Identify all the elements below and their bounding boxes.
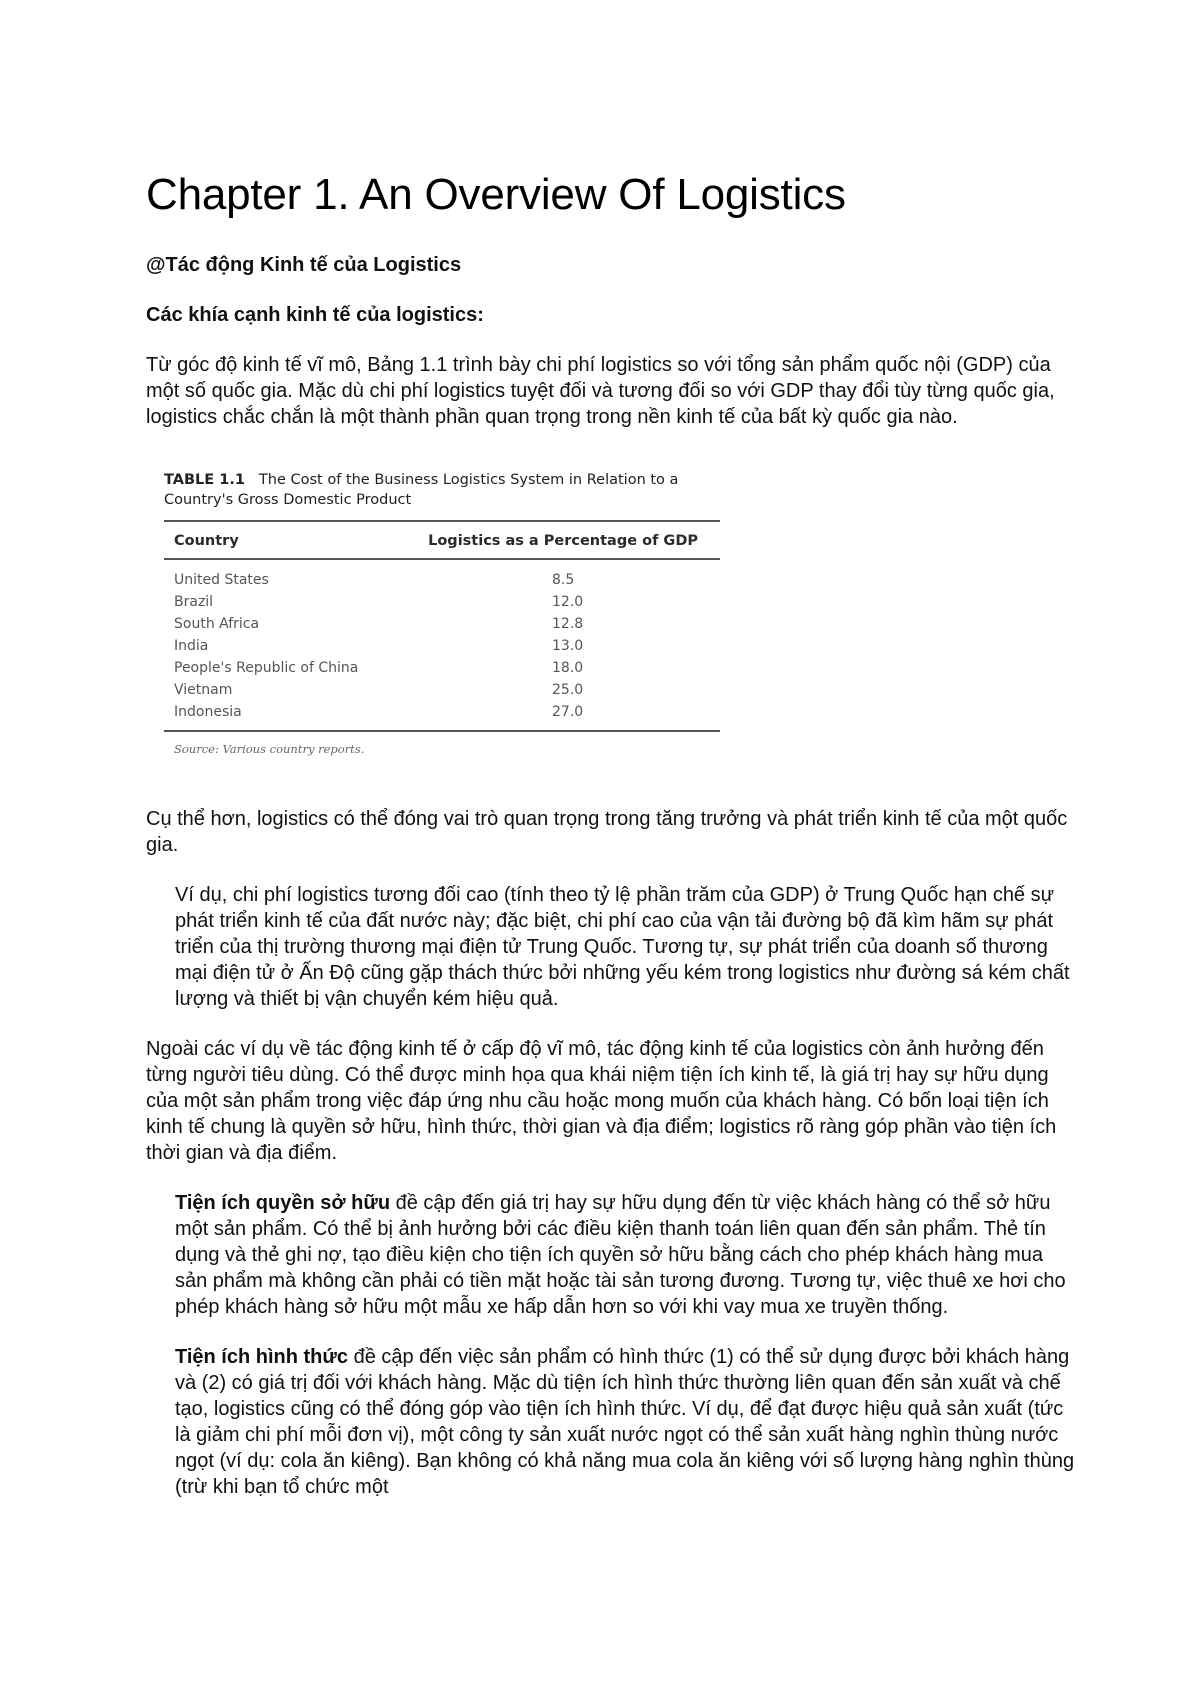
term-possession-utility: Tiện ích quyền sở hữu — [175, 1192, 391, 1214]
table-label: TABLE 1.1 — [164, 472, 245, 488]
table-cell-country: People's Republic of China — [174, 660, 359, 676]
table-cell-country: India — [174, 638, 209, 654]
table-header-rule — [164, 558, 720, 560]
term-form-utility: Tiện ích hình thức — [175, 1346, 349, 1368]
possession-utility-text: đề cập đến giá trị hay sự hữu dụng đến từ việc khách hàng có thể sở hữu một sản phẩm. Có thể bị ảnh hưởng bởi các điều kiện thanh toán liên quan đến sản phẩm. Thẻ tín dụng và thẻ ghi nợ, tạo điều kiện cho tiện ích quyền sở hữu bằng cách cho phép khách hàng mua sản phẩm mà không cần phải có tiền mặt hoặc tài sản tương đương. Tương tự, việc thuê xe hơi cho phép khách hàng sở hữu một mẫu xe hấp dẫn hơn so với khi vay mua xe truyền thống. — [175, 1192, 1066, 1318]
paragraph-economic-utility: Ngoài các ví dụ về tác động kinh tế ở cấp độ vĩ mô, tác động kinh tế của logistics còn ảnh hưởng đến từng người tiêu dùng. Có thể được minh họa qua khái niệm tiện ích kinh tế, là giá trị hay sự hữu dụng của một sản phẩm trong việc đáp ứng nhu cầu hoặc mong muốn của khách hàng. Có bốn loại tiện ích kinh tế chung là quyền sở hữu, hình thức, thời gian và địa điểm; logistics rõ ràng góp phần vào tiện ích thời gian và địa điểm. — [146, 1038, 1057, 1164]
paragraph-possession-utility — [146, 1190, 1076, 1320]
table-header-country: Country — [174, 533, 239, 549]
table-top-rule — [164, 520, 720, 522]
chapter-title: Chapter 1. An Overview Of Logistics — [146, 170, 846, 219]
table-source-note: Source: Various country reports. — [174, 742, 365, 756]
section-heading: @Tác động Kinh tế của Logistics — [146, 254, 462, 276]
table-header-percentage: Logistics as a Percentage of GDP — [428, 533, 698, 549]
paragraph-growth: Cụ thể hơn, logistics có thể đóng vai trò quan trọng trong tăng trưởng và phát triển kinh tế của một quốc gia. — [146, 808, 1068, 856]
paragraph-intro: Từ góc độ kinh tế vĩ mô, Bảng 1.1 trình bày chi phí logistics so với tổng sản phẩm quốc nội (GDP) của một số quốc gia. Mặc dù chi phí logistics tuyệt đối và tương đối so với GDP thay đổi tùy từng quốc gia, logistics chắc chắn là một thành phần quan trọng trong nền kinh tế của bất kỳ quốc gia nào. — [146, 354, 1055, 428]
table-cell-country: Vietnam — [174, 682, 233, 698]
table-cell-value: 27.0 — [552, 704, 584, 720]
table-figure — [164, 470, 720, 762]
table-caption-text: The Cost of the Business Logistics System in Relation to a Country's Gross Domestic Product — [164, 472, 679, 508]
table-bottom-rule — [164, 730, 720, 732]
subsection-heading: Các khía cạnh kinh tế của logistics: — [146, 304, 484, 326]
table-cell-value: 13.0 — [552, 638, 584, 654]
table-cell-value: 12.0 — [552, 594, 584, 610]
paragraph-example: Ví dụ, chi phí logistics tương đối cao (tính theo tỷ lệ phần trăm của GDP) ở Trung Quốc hạn chế sự phát triển kinh tế của đất nước này; đặc biệt, chi phí cao của vận tải đường bộ đã kìm hãm sự phát triển của thị trường thương mại điện tử Trung Quốc. Tương tự, sự phát triển của doanh số thương mại điện tử ở Ấn Độ cũng gặp thách thức bởi những yếu kém trong logistics như đường sá kém chất lượng và thiết bị vận chuyển kém hiệu quả. — [175, 884, 1070, 1010]
table-cell-value: 8.5 — [552, 572, 575, 588]
table-cell-country: United States — [174, 572, 269, 588]
paragraph-form-utility — [146, 1344, 1076, 1500]
document-body — [146, 168, 1076, 1500]
table-cell-value: 12.8 — [552, 616, 584, 632]
table-cell-value: 18.0 — [552, 660, 584, 676]
table-caption — [164, 470, 720, 510]
table-cell-value: 25.0 — [552, 682, 584, 698]
table-cell-country: South Africa — [174, 616, 260, 632]
table-header — [174, 533, 698, 549]
table-cell-country: Indonesia — [174, 704, 242, 720]
table-cell-country: Brazil — [174, 594, 214, 610]
form-utility-text: đề cập đến việc sản phẩm có hình thức (1) có thể sử dụng được bởi khách hàng và (2) có giá trị đối với khách hàng. Mặc dù tiện ích hình thức thường liên quan đến sản xuất và chế tạo, logistics cũng có thể đóng góp vào tiện ích hình thức. Ví dụ, để đạt được hiệu quả sản xuất (tức là giảm chi phí mỗi đơn vị), một công ty sản xuất nước ngọt có thể sản xuất hàng nghìn thùng nước ngọt (ví dụ: cola ăn kiêng). Bạn không có khả năng mua cola ăn kiêng với số lượng hàng nghìn thùng (trừ khi bạn tổ chức một — [175, 1346, 1075, 1498]
